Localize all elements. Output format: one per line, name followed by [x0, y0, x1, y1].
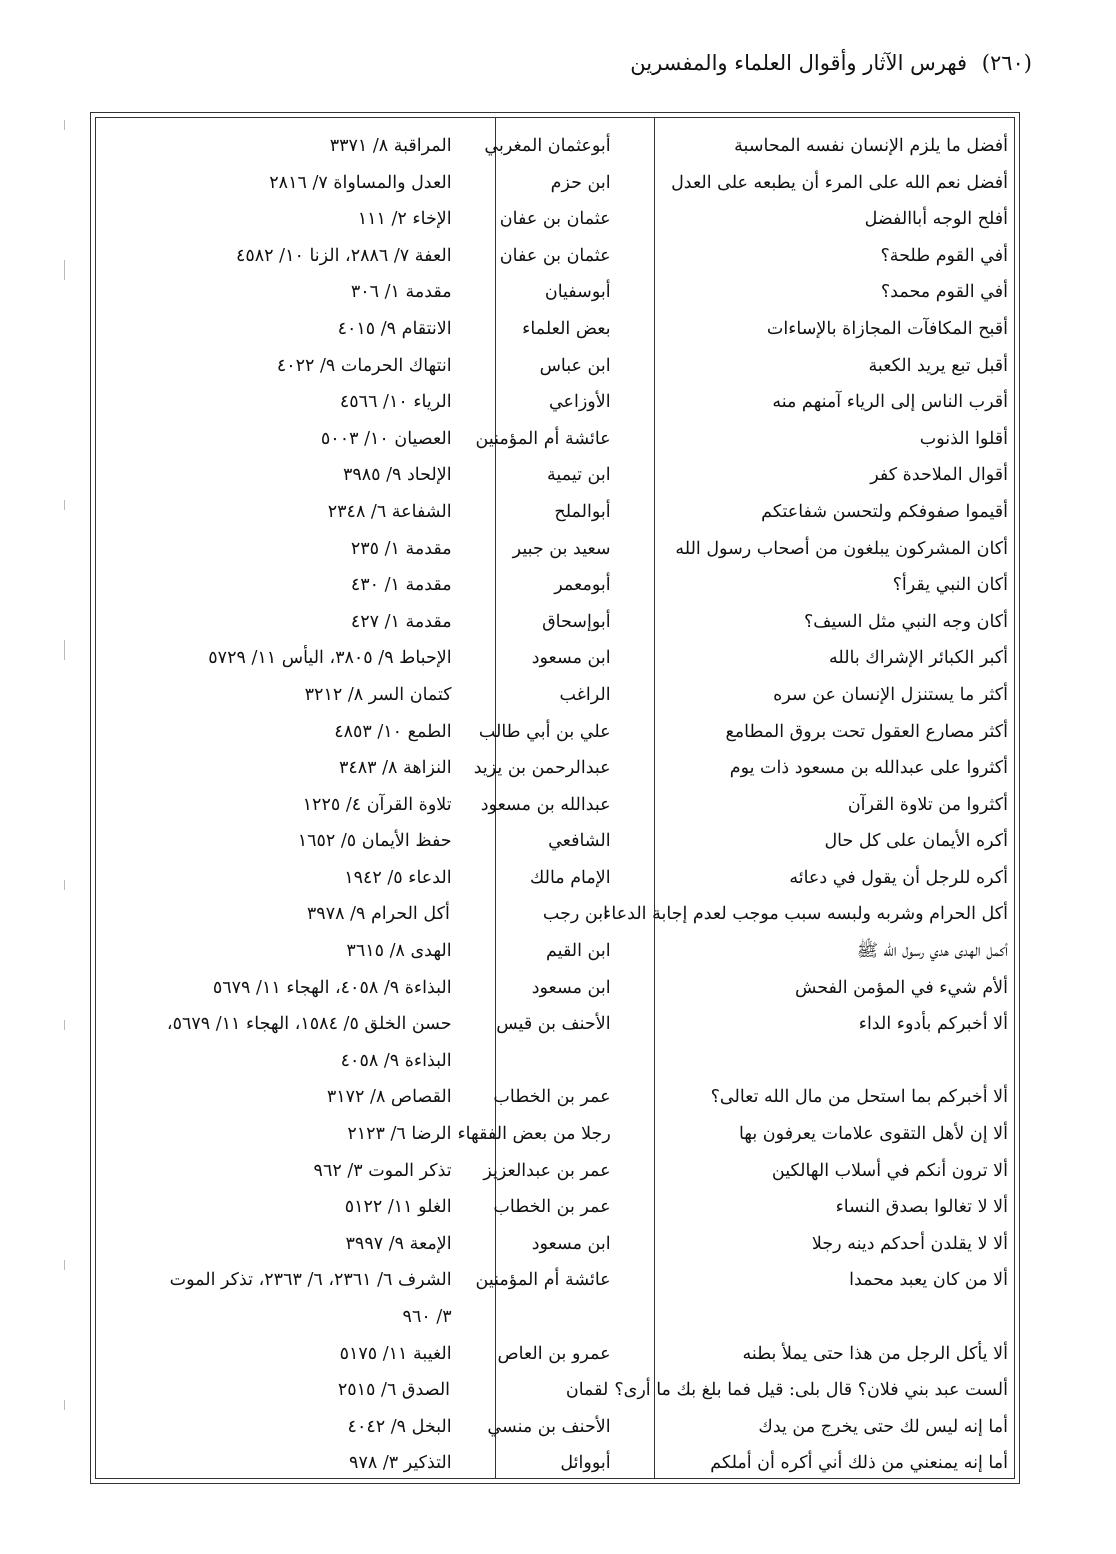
quote-text: ألأم شيء في المؤمن الفحش [794, 977, 1008, 998]
quote-reference [96, 421, 458, 458]
table-row [96, 494, 1014, 531]
quote-author: ابن مسعود [531, 648, 611, 669]
quote-text: أكثر مصارع العقول تحت بروق المطامع [725, 721, 1008, 742]
reference-line: البخل ٩/ ٤٠٤٢ [347, 1416, 452, 1437]
quote-author: الأحنف بن قيس [496, 1014, 611, 1035]
quote-author: أبووائل [560, 1453, 611, 1474]
quote-text: أكمل الهدى هدي رسول الله ﷺ [856, 941, 1008, 962]
quote-reference [96, 1262, 458, 1335]
quote-text: أما إنه يمنعني من ذلك أني أكره أن أملكم [710, 1453, 1008, 1474]
table-row [96, 421, 1014, 458]
table-row [96, 787, 1014, 824]
table-row [96, 457, 1014, 494]
table-row [96, 896, 1014, 933]
table-row [96, 201, 1014, 238]
quote-text: ألا من كان يعبد محمدا [849, 1270, 1008, 1291]
reference-line-continued: ٣/ ٩٦٠ [402, 1307, 452, 1327]
quote-text: أكان المشركون يبلغون من أصحاب رسول الله [675, 538, 1008, 559]
quote-author: أبومعمر [554, 575, 611, 596]
quote-author: الأوزاعي [548, 392, 611, 413]
reference-line: الهدى ٨/ ٣٦١٥ [346, 941, 452, 962]
reference-line: الإحباط ٩/ ٣٨٠٥، اليأس ١١/ ٥٧٢٩ [208, 648, 452, 669]
quote-text: ألست عبد بني فلان؟ قال بلى: قيل فما بلغ بك ما أرى؟ [614, 1380, 1008, 1401]
quote-text: أفضل نعم الله على المرء أن يطبعه على العدل [671, 172, 1008, 193]
table-row [96, 348, 1014, 385]
quote-reference [96, 238, 458, 275]
table-row [96, 677, 1014, 714]
reference-line: التذكير ٣/ ٩٧٨ [349, 1453, 452, 1474]
quote-text: أكثروا على عبدالله بن مسعود ذات يوم [729, 758, 1008, 779]
quote-reference [96, 1079, 458, 1116]
reference-line: الشفاعة ٦/ ٢٣٤٨ [327, 501, 452, 522]
quote-author: ابن القيم [546, 941, 611, 962]
table-row [96, 604, 1014, 641]
quote-author: عبدالرحمن بن يزيد [473, 758, 611, 779]
quote-reference [96, 1226, 458, 1263]
reference-line: العصيان ١٠/ ٥٠٠٣ [320, 428, 452, 449]
quote-reference [96, 1006, 458, 1079]
reference-line: الإمعة ٩/ ٣٩٩٧ [345, 1233, 452, 1254]
quote-text: ألا أخبركم بما استحل من مال الله تعالى؟ [710, 1087, 1008, 1108]
page-title: فهرس الآثار وأقوال العلماء والمفسرين [630, 51, 968, 75]
quote-author: رجلا من بعض الفقهاء [457, 1124, 611, 1145]
reference-line: الانتقام ٩/ ٤٠١٥ [337, 318, 452, 339]
quote-author: ابن حزم [550, 172, 611, 193]
quote-author: عثمان بن عفان [499, 209, 611, 230]
table-row [96, 933, 1014, 970]
quote-author: ابن رجب [542, 904, 608, 925]
quote-reference [96, 531, 458, 568]
quote-reference [96, 860, 458, 897]
quote-text: أقوال الملاحدة كفر [870, 465, 1008, 486]
quote-reference [96, 640, 458, 677]
reference-line: الشرف ٦/ ٢٣٦١، ٦/ ٢٣٦٣، تذكر الموت [169, 1270, 452, 1291]
quote-author: ابن مسعود [531, 1233, 611, 1254]
quote-text: ألا ترون أنكم في أسلاب الهالكين [771, 1160, 1008, 1181]
quote-reference [96, 1153, 458, 1190]
quote-text: أكبر الكبائر الإشراك بالله [829, 648, 1008, 669]
table-row [96, 860, 1014, 897]
quote-reference [96, 457, 458, 494]
quote-reference [96, 128, 458, 165]
table-row [96, 714, 1014, 751]
reference-line: مقدمة ١/ ٣٠٦ [350, 282, 452, 303]
reference-line: الإخاء ٢/ ١١١ [357, 209, 452, 230]
quote-author: الراغب [559, 684, 611, 705]
reference-line: تلاوة القرآن ٤/ ١٢٢٥ [302, 794, 452, 815]
quote-text: ألا لا يقلدن أحدكم دينه رجلا [811, 1233, 1008, 1254]
quote-author: علي بن أبي طالب [478, 721, 611, 742]
reference-line: الطمع ١٠/ ٤٨٥٣ [334, 721, 452, 742]
quote-text: أقرب الناس إلى الرياء آمنهم منه [772, 392, 1008, 413]
table-row [96, 640, 1014, 677]
quote-author: أبوسفيان [544, 282, 611, 303]
reference-line: الرياء ١٠/ ٤٥٦٦ [339, 392, 452, 413]
quote-author: عمر بن الخطاب [493, 1087, 611, 1108]
quote-text: أقلوا الذنوب [919, 428, 1008, 449]
quote-author: عمر بن الخطاب [493, 1197, 611, 1218]
quote-author: الأحنف بن منسي [487, 1416, 611, 1437]
quote-author: أبوإسحاق [542, 611, 611, 632]
quote-text: أفي القوم طلحة؟ [880, 245, 1008, 266]
quote-text: أكره للرجل أن يقول في دعائه [789, 867, 1008, 888]
quote-author: الشافعي [548, 831, 611, 852]
quote-text: أفي القوم محمد؟ [880, 282, 1008, 303]
table-row [96, 165, 1014, 202]
reference-line: مقدمة ١/ ٤٢٧ [350, 611, 452, 632]
table-row [96, 531, 1014, 568]
table-row [96, 311, 1014, 348]
margin-marks [64, 120, 66, 1440]
reference-line: الدعاء ٥/ ١٩٤٢ [344, 867, 452, 888]
reference-line: الغلو ١١/ ٥١٢٢ [344, 1197, 452, 1218]
quote-text: أقبل تبع يريد الكعبة [868, 355, 1008, 376]
quote-text: أكان وجه النبي مثل السيف؟ [803, 611, 1008, 632]
quote-author: ابن عباس [539, 355, 611, 376]
quote-reference [96, 714, 458, 751]
quote-reference [96, 1336, 458, 1373]
quote-reference [96, 823, 458, 860]
reference-line: النزاهة ٨/ ٣٤٨٣ [338, 758, 452, 779]
quote-reference [96, 201, 458, 238]
table-row [96, 128, 1014, 165]
quote-reference [96, 1409, 458, 1446]
reference-line: الرضا ٦/ ٢١٢٣ [347, 1124, 452, 1145]
page-number: (٢٦٠) [981, 51, 1032, 75]
table-row [96, 1116, 1014, 1153]
quote-author: بعض العلماء [522, 318, 611, 339]
quote-reference [96, 567, 458, 604]
quote-author: أبوعثمان المغربي [484, 136, 611, 156]
quote-reference [96, 1372, 456, 1409]
reference-line: العفة ٧/ ٢٨٨٦، الزنا ١٠/ ٤٥٨٢ [235, 245, 452, 266]
table-row [96, 1153, 1014, 1190]
quote-text: ألا أخبركم بأدوء الداء [858, 1014, 1008, 1035]
quote-reference [96, 1445, 458, 1482]
table-row [96, 1262, 1014, 1335]
quote-reference [96, 384, 458, 421]
quote-text: أما إنه ليس لك حتى يخرج من يدك [758, 1416, 1008, 1437]
quote-text: أكان النبي يقرأ؟ [892, 575, 1008, 596]
reference-line: تذكر الموت ٣/ ٩٦٢ [313, 1160, 452, 1181]
quote-author: ابن مسعود [531, 977, 611, 998]
quote-text: ألا إن لأهل التقوى علامات يعرفون بها [738, 1124, 1008, 1145]
quote-text: أكل الحرام وشربه ولبسه سبب موجب لعدم إجابة الدعاء [603, 904, 1008, 925]
reference-line: مقدمة ١/ ٢٣٥ [350, 538, 452, 559]
quote-reference [96, 970, 458, 1007]
reference-line: الغيبة ١١/ ٥١٧٥ [339, 1343, 452, 1364]
reference-line: المراقبة ٨/ ٣٣٧١ [329, 136, 452, 156]
quote-author: ابن تيمية [547, 465, 611, 486]
quote-author: عمرو بن العاص [497, 1343, 611, 1364]
table-row [96, 567, 1014, 604]
quote-author: عائشة أم المؤمنين [475, 1270, 611, 1291]
quote-reference [96, 677, 458, 714]
quote-reference [96, 311, 458, 348]
quote-reference [96, 1116, 457, 1153]
quote-text: أفضل ما يلزم الإنسان نفسه المحاسبة [734, 136, 1008, 156]
reference-line: العدل والمساواة ٧/ ٢٨١٦ [269, 172, 452, 193]
table-row [96, 1189, 1014, 1226]
reference-line: مقدمة ١/ ٤٣٠ [350, 575, 452, 596]
reference-line: القصاص ٨/ ٣١٧٢ [326, 1087, 452, 1108]
reference-line: حفظ الأيمان ٥/ ١٦٥٢ [297, 831, 452, 852]
table-row [96, 750, 1014, 787]
quote-reference [96, 165, 458, 202]
quote-text: ألا لا تغالوا بصدق النساء [835, 1197, 1008, 1218]
quote-reference [96, 933, 458, 970]
table-row [96, 384, 1014, 421]
quote-author: عائشة أم المؤمنين [475, 428, 611, 449]
quote-reference [96, 604, 458, 641]
table-row [96, 823, 1014, 860]
table-row [96, 1079, 1014, 1116]
quote-reference [96, 1189, 458, 1226]
reference-line: كتمان السر ٨/ ٣٢١٢ [304, 684, 452, 705]
table-row [96, 1006, 1014, 1079]
quote-text: أكره الأيمان على كل حال [824, 831, 1008, 852]
table-row [96, 1336, 1014, 1373]
reference-line: الصدق ٦/ ٢٥١٥ [337, 1380, 451, 1401]
quote-reference [96, 494, 458, 531]
quote-reference [96, 787, 458, 824]
quote-author: عبدالله بن مسعود [480, 794, 611, 815]
quote-author: أبوالملح [554, 501, 611, 522]
quote-text: أقيموا صفوفكم ولتحسن شفاعتكم [761, 501, 1008, 522]
table-row [96, 1372, 1014, 1409]
quote-text: أقبح المكافآت المجازاة بالإساءات [766, 318, 1008, 339]
quote-author: الإمام مالك [529, 867, 611, 888]
table-row [96, 970, 1014, 1007]
quote-text: أكثروا من تلاوة القرآن [847, 794, 1008, 815]
reference-line: البذاءة ٩/ ٤٠٥٨، الهجاء ١١/ ٥٦٧٩ [212, 977, 452, 998]
quote-reference [96, 348, 458, 385]
quote-reference [96, 896, 456, 933]
quote-author: عثمان بن عفان [499, 245, 611, 266]
table-row [96, 274, 1014, 311]
quote-reference [96, 750, 458, 787]
quote-author: عمر بن عبدالعزيز [483, 1160, 611, 1181]
table-row [96, 1226, 1014, 1263]
table-row [96, 1445, 1014, 1482]
quote-reference [96, 274, 458, 311]
index-table [96, 128, 1014, 1482]
table-row [96, 238, 1014, 275]
quote-author: سعيد بن جبير [512, 538, 611, 559]
reference-line: حسن الخلق ٥/ ١٥٨٤، الهجاء ١١/ ٥٦٧٩، [166, 1014, 452, 1035]
table-row [96, 1409, 1014, 1446]
quote-text: ألا يأكل الرجل من هذا حتى يملأ بطنه [742, 1343, 1008, 1364]
reference-line-continued: البذاءة ٩/ ٤٠٥٨ [340, 1050, 452, 1071]
quote-author: لقمان [565, 1380, 609, 1401]
quote-text: أكثر ما يستنزل الإنسان عن سره [773, 684, 1008, 705]
reference-line: الإلحاد ٩/ ٣٩٨٥ [342, 465, 452, 486]
reference-line: انتهاك الحرمات ٩/ ٤٠٢٢ [276, 355, 452, 376]
quote-text: أفلح الوجه أباالفضل [864, 209, 1008, 230]
page-header [132, 48, 1032, 78]
reference-line: أكل الحرام ٩/ ٣٩٧٨ [306, 904, 450, 925]
